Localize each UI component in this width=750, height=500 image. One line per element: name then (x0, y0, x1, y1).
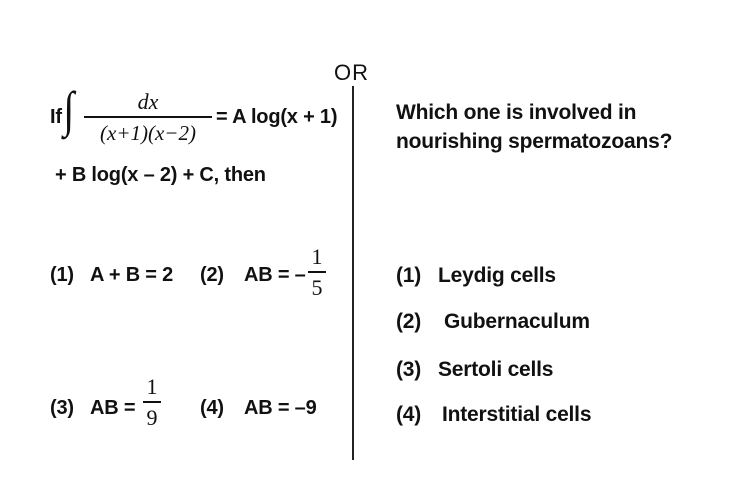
right-option-2-text: Gubernaculum (444, 310, 590, 333)
integrand-fraction (84, 90, 212, 145)
left-option-4-text: AB = –9 (244, 397, 317, 419)
if-label: If (50, 106, 62, 128)
left-option-2-number: (2) (200, 264, 224, 286)
integrand-numerator: dx (137, 89, 159, 114)
right-option-1-number: (1) (396, 264, 422, 287)
fraction-numerator: 1 (311, 244, 323, 269)
rhs-line-1: = A log(x + 1) (216, 106, 338, 128)
fraction-denominator: 9 (146, 404, 158, 430)
left-option-1-number: (1) (50, 264, 74, 286)
integral-sign: ∫ (63, 81, 75, 137)
right-option-2-number: (2) (396, 310, 422, 333)
vertical-divider (352, 86, 354, 460)
right-option-1-text: Leydig cells (438, 264, 556, 287)
fraction-bar (143, 401, 161, 403)
fraction-numerator: 1 (146, 374, 158, 399)
left-option-2-text: AB = – (244, 264, 306, 286)
rhs-line-2: + B log(x – 2) + C, then (55, 164, 266, 186)
left-option-2-fraction (308, 246, 326, 299)
right-question-line-1: Which one is involved in (396, 101, 637, 124)
left-option-1-text: A + B = 2 (90, 264, 174, 286)
left-option-3-number: (3) (50, 397, 74, 419)
or-separator-label: OR (334, 60, 369, 85)
fraction-bar (308, 271, 326, 273)
left-option-3-text: AB = (90, 397, 136, 419)
fraction-denominator: 5 (311, 274, 323, 300)
right-question-line-2: nourishing spermatozoans? (396, 130, 673, 153)
left-option-3-fraction (143, 376, 161, 429)
right-option-4-text: Interstitial cells (442, 403, 592, 426)
left-option-4-number: (4) (200, 397, 224, 419)
integrand-denominator: (x+1)(x−2) (100, 120, 196, 145)
fraction-bar (84, 116, 212, 118)
right-option-3-number: (3) (396, 358, 422, 381)
right-option-3-text: Sertoli cells (438, 358, 554, 381)
right-option-4-number: (4) (396, 403, 422, 426)
